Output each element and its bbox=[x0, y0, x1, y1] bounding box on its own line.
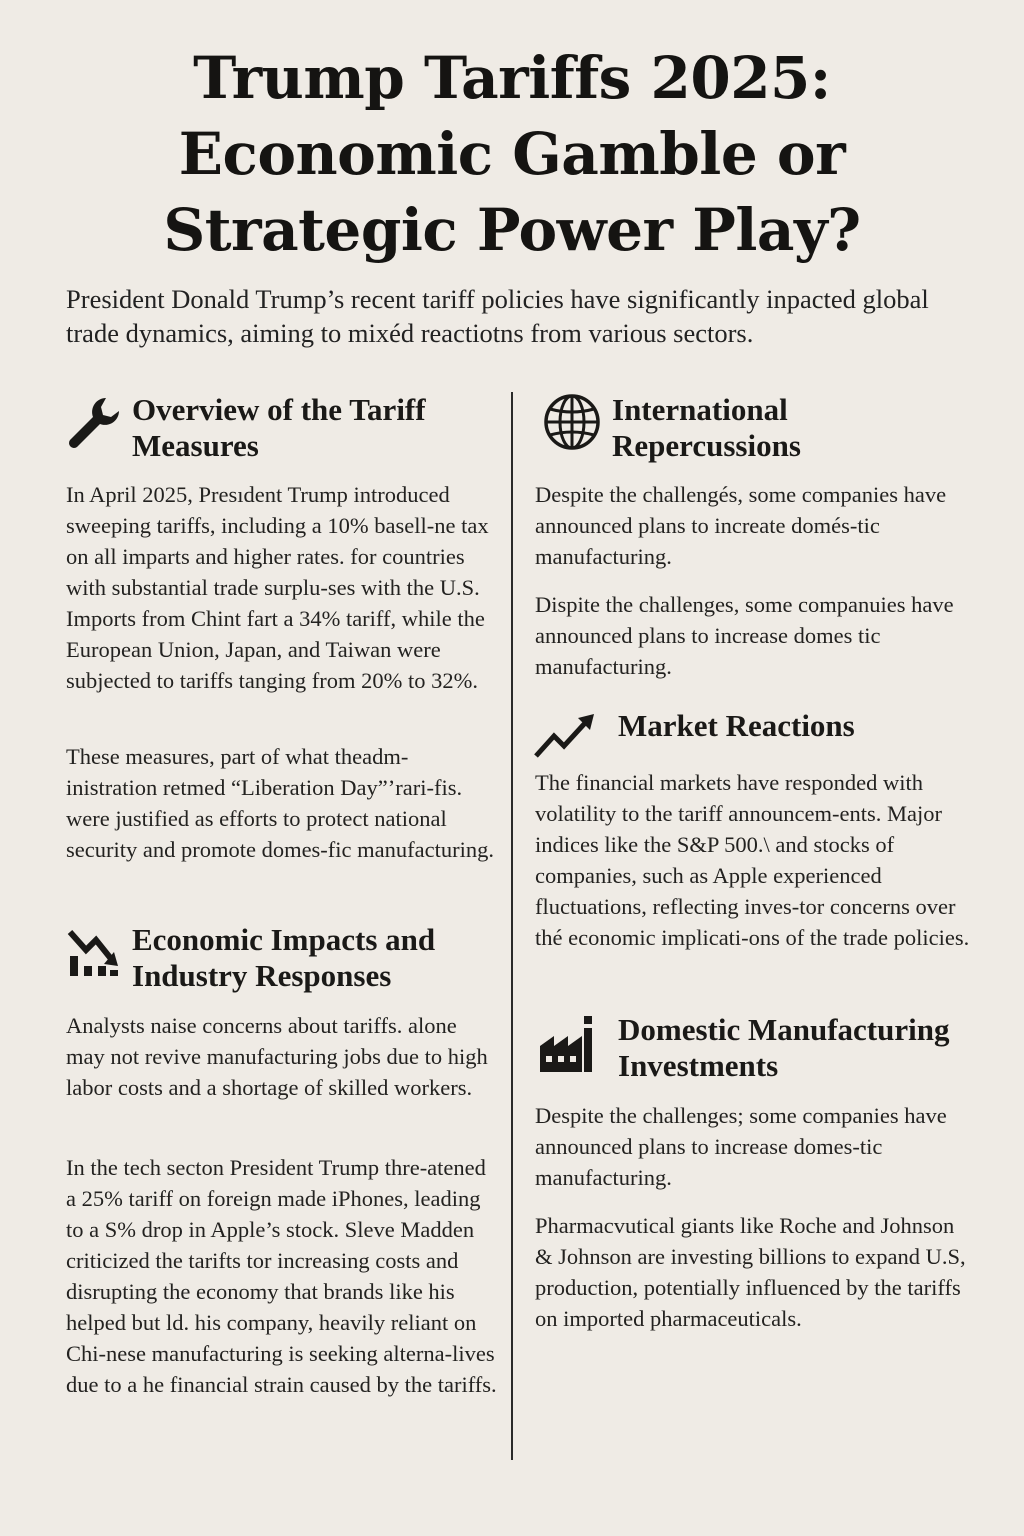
market-paragraph-1: The financial markets have responded with volatility to the tariff announcem-ents. Major indices like the S&P 500.\ and stocks of companies, such as Apple experienced fluctuations, reflecting inves-tor concerns over thé economic implicati-ons of the trade policies. bbox=[535, 770, 970, 950]
section-domestic-header bbox=[538, 1012, 983, 1084]
section-economic-title: Economic Impacts and Industry Responses bbox=[132, 922, 436, 993]
international-paragraph-1: Despite the challengés, some companies have announced plans to increate domés-tic manufacturing. bbox=[535, 482, 947, 569]
economic-paragraph-1: Analysts naise concerns about tariffs. alone may not revive manufacturing jobs due to high labor costs and a shortage of skilled workers. bbox=[66, 1013, 488, 1100]
economic-paragraph-2: In the tech secton President Trump thre-atened a 25% tariff on foreign made iPhones, leading to a S% drop in Apple’s stock. Sleve Madden criticized the tarifts tor increasing costs and disrupting the economy that brands like his helped but ld. his company, heavily reliant on Chi-nese manufacturing is seeking alterna-lives due to a he financial strain caused by the tariffs. bbox=[66, 1155, 497, 1397]
trend-up-arrow-icon bbox=[532, 712, 598, 760]
globe-icon bbox=[542, 392, 602, 452]
international-paragraph-2: Dispite the challenges, some companuies have announced plans to increase domes tic manufacturing. bbox=[535, 592, 954, 679]
section-overview-title: Overview of the Tariff Measures bbox=[132, 392, 426, 463]
overview-paragraph-2: These measures, part of what theadm-inistration retmed “Liberation Day”’rari-fis. were justified as efforts to protect national security and promote domes-fic manufacturing. bbox=[66, 744, 494, 862]
headline: Trump Tariffs 2025: Economic Gamble or Strategic Power Play? bbox=[163, 44, 861, 264]
domestic-paragraph-1: Despite the challenges; some companies have announced plans to increase domes-tic manufacturing. bbox=[535, 1103, 947, 1190]
section-international-header bbox=[542, 392, 982, 464]
section-international-title: International Repercussions bbox=[612, 392, 801, 463]
column-divider bbox=[511, 392, 513, 1460]
domestic-paragraph-2: Pharmacvutical giants like Roche and Johnson & Johnson are investing billions to expand U.S, production, potentially influenced by the tariffs on imported pharmaceuticals. bbox=[535, 1213, 966, 1331]
wrench-icon bbox=[62, 392, 122, 452]
overview-paragraph-1: In April 2025, Presıdent Trump introduced sweeping tariffs, including a 10% basell-ne tax on all imparts and higher rates. for countries with substantial trade surplu-ses with the U.S. Imports from Chint fart a 34% tariff, while the European Union, Japan, and Taiwan were subjected to tariffs tanging from 20% to 32%. bbox=[66, 482, 489, 693]
section-domestic-title: Domestic Manufacturing Investments bbox=[618, 1012, 950, 1083]
bar-chart-down-icon bbox=[62, 922, 122, 982]
section-overview-header bbox=[62, 392, 502, 464]
deck-intro: President Donald Trump’s recent tariff policies have significantly inpacted global trade dynamics, aiming to mixéd reactiotns from various sectors. bbox=[66, 284, 929, 348]
section-economic-header bbox=[62, 922, 502, 994]
factory-icon bbox=[538, 1012, 598, 1072]
section-market-header bbox=[532, 708, 982, 760]
section-market-title: Market Reactions bbox=[618, 708, 855, 743]
